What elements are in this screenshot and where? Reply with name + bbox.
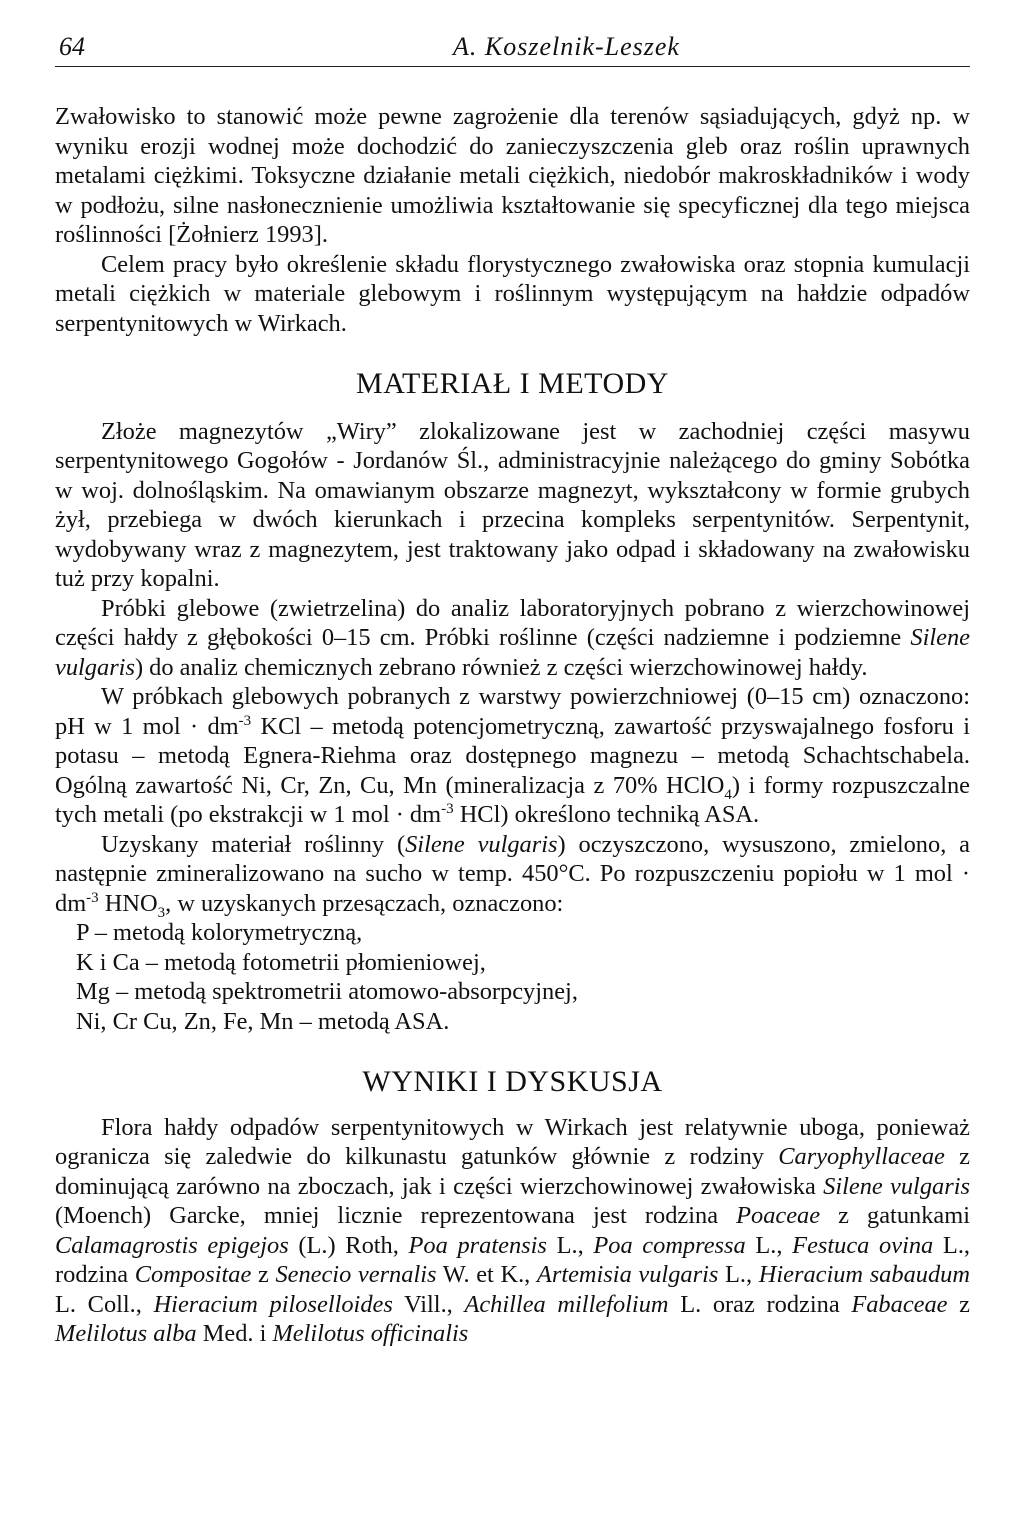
text-run: HNO (98, 889, 158, 917)
taxon-name: Senecio vernalis (275, 1261, 437, 1288)
methods-list-item: Mg – metodą spektrometrii atomowo-absorpcyjnej, (76, 978, 578, 1005)
superscript: -3 (86, 889, 99, 906)
methods-list-item: Ni, Cr Cu, Zn, Fe, Mn – metodą ASA. (76, 1007, 450, 1035)
intro-paragraph-2: Celem pracy było określenie składu florystycznego zwałowiska oraz stopnia kumulacji metali ciężkich w materiale glebowym i roślinnym występującym na hałdzie odpadów serpentynitowych w Wirkach. (55, 250, 970, 337)
text-run: z dominującą zarówno na zboczach, jak i części wierzchowinowej zwałowiska (55, 1143, 970, 1200)
text-run: z (947, 1290, 971, 1318)
taxon-name: Melilotus alba (55, 1320, 197, 1347)
text-run: Vill., (392, 1290, 465, 1318)
intro-paragraph-1: Zwałowisko to stanowić może pewne zagrożenie dla terenów sąsiadujących, gdyż np. w wyniku erozji wodnej może dochodzić do zanieczyszczenia gleb oraz roślin uprawnych metalami ciężkimi. Toksyczne działanie metali ciężkich, niedobór makroskładników i wody w podłożu, silne nasłonecznienie umożliwia kształtowanie się specyficznej dla tego miejsca roślinności [Żołnierz 1993]. (55, 103, 970, 248)
text-run: L. Coll., (55, 1290, 154, 1318)
taxon-name: Artemisia vulgaris (536, 1261, 719, 1288)
subscript: 3 (157, 904, 166, 921)
material-paragraph-1: Złoże magnezytów „Wiry” zlokalizowane jest w zachodniej części masywu serpentynitowego Gogołów - Jordanów Śl., administracyjnie należącego do gminy Sobótka w woj. dolnośląskim. Na omawianym obszarze magnezyt, wykształcony w formie grubych żył, przebiega w dwóch kierunkach i przecina kompleks serpentynitów. Serpentynit, wydobywany wraz z magnezytem, jest traktowany jako odpad i składowany na zwałowisku tuż przy kopalni. (55, 417, 970, 592)
results-paragraph-1 (55, 1113, 970, 1349)
text-run: ) do analiz chemicznych zebrano również z części wierzchowinowej hałdy. (134, 653, 868, 681)
material-paragraph-4 (55, 830, 970, 919)
text-run: W. et K., (436, 1261, 537, 1288)
running-author: A. Koszelnik-Leszek (453, 32, 680, 61)
methods-list-item: K i Ca – metodą fotometrii płomieniowej, (76, 948, 486, 976)
text-run: KCl – metodą potencjometryczną, zawartość przyswajalnego fosforu i potasu – metodą Egnera-Riehma oraz dostępnego magnezu – metodą Schachtschabela. Ogólną zawartość Ni, Cr, Zn, Cu, Mn (mineralizacja z 70% HClO (55, 712, 970, 799)
taxon-name: Hieracium piloselloides (153, 1290, 393, 1318)
page-body (55, 102, 970, 1349)
taxon-name: Melilotus officinalis (272, 1320, 469, 1347)
superscript: -3 (238, 712, 252, 729)
taxon-name: Achillea millefolium (464, 1290, 669, 1318)
taxon-name: Silene vulgaris (823, 1172, 970, 1200)
taxon-name: Poa pratensis (408, 1231, 547, 1259)
text-run: Flora hałdy odpadów serpentynitowych w Wirkach jest relatywnie uboga, ponieważ ogranicza się zaledwie do kilkunastu gatunków głównie z rodziny (55, 1113, 970, 1170)
methods-list (55, 918, 970, 1036)
taxon-name: Caryophyllaceae (778, 1143, 945, 1170)
text-run: L., (718, 1261, 759, 1288)
subscript: 4 (724, 786, 732, 803)
text-run: Uzyskany materiał roślinny ( (101, 830, 406, 858)
material-paragraph-2 (55, 594, 970, 683)
text-run: L., (745, 1231, 793, 1259)
superscript: -3 (441, 800, 454, 817)
page-number: 64 (59, 32, 85, 61)
text-run: Próbki glebowe (zwietrzelina) do analiz laboratoryjnych pobrano z wierzchowinowej części hałdy z głębokości 0–15 cm. Próbki roślinne (części nadziemne i podziemne (55, 594, 970, 651)
material-paragraph-3 (55, 682, 970, 830)
text-run: ) i formy rozpuszczalne tych metali (po ekstrakcji w 1 mol · dm (55, 771, 970, 828)
text-run: HCl) określono techniką ASA. (453, 801, 760, 828)
taxon-name: Calamagrostis epigejos (55, 1231, 289, 1259)
methods-list-item: P – metodą kolorymetryczną, (76, 919, 363, 946)
taxon-name: Hieracium sabaudum (758, 1261, 970, 1288)
text-run: ) oczyszczono, wysuszono, zmielono, a następnie zmineralizowano na sucho w temp. 450°C. Po rozpuszczeniu popiołu w 1 mol · dm (55, 830, 970, 917)
text-run: L., rodzina (55, 1231, 971, 1288)
running-header (55, 26, 970, 67)
text-run: (Moench) Garcke, mniej licznie reprezentowana jest rodzina (55, 1202, 737, 1229)
taxon-name: Festuca ovina (792, 1231, 934, 1259)
text-run: (L.) Roth, (288, 1231, 409, 1259)
text-run: L. oraz rodzina (668, 1290, 852, 1318)
text-run: z gatunkami (820, 1202, 970, 1229)
taxon-name: Fabaceae (851, 1290, 948, 1318)
section-heading-results: WYNIKI I DYSKUSJA (362, 1065, 663, 1098)
species-name: Silene vulgaris (55, 624, 970, 681)
text-run: , w uzyskanych przesączach, oznaczono: (165, 889, 564, 917)
text-run: Med. i (196, 1320, 273, 1347)
section-heading-material: MATERIAŁ I METODY (356, 367, 669, 400)
taxon-name: Poaceae (736, 1202, 821, 1229)
text-run: z (251, 1261, 276, 1288)
species-name: Silene vulgaris (405, 830, 558, 858)
taxon-name: Poa compressa (593, 1231, 746, 1259)
taxon-name: Compositae (134, 1261, 252, 1288)
text-run: W próbkach glebowych pobranych z warstwy powierzchniowej (0–15 cm) oznaczono: pH w 1 mol · dm (55, 683, 970, 740)
text-run: L., (546, 1231, 594, 1259)
